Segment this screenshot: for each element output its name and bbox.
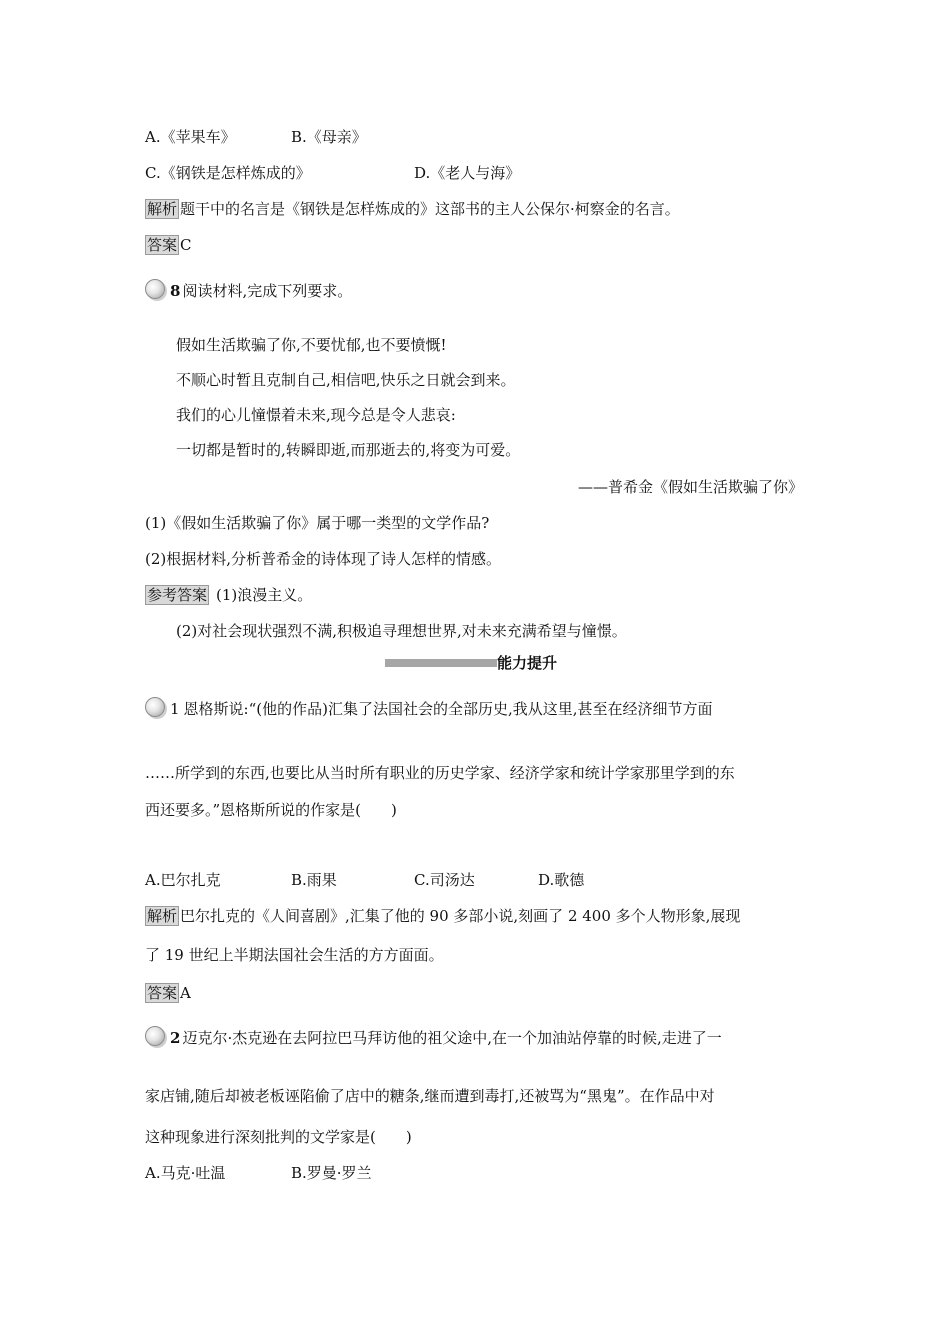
p1-analysis <box>145 906 740 926</box>
p1-analysis-line-2: 了 19 世纪上半期法国社会生活的方方面面。 <box>145 946 444 964</box>
q7-option-a: A.《苹果车》 <box>145 128 236 146</box>
q8-sub-question-1: (1)《假如生活欺骗了你》属于哪一类型的文学作品? <box>145 514 490 532</box>
answer-tag: 答案 <box>147 236 178 254</box>
reference-answer-1: (1)浪漫主义。 <box>216 586 313 604</box>
poem-source: ——普希金《假如生活欺骗了你》 <box>577 478 803 496</box>
analysis-tag: 解析 <box>147 907 178 925</box>
p1-line-1 <box>145 697 713 719</box>
q8-sub-question-2: (2)根据材料,分析普希金的诗体现了诗人怎样的情感。 <box>145 550 502 568</box>
analysis-text: 题干中的名言是《钢铁是怎样炼成的》这部书的主人公保尔·柯察金的名言。 <box>180 200 680 218</box>
poem-line: 我们的心儿憧憬着未来,现今总是令人悲哀: <box>176 406 456 424</box>
q7-analysis <box>145 199 680 219</box>
question-text: 阅读材料,完成下列要求。 <box>182 282 353 300</box>
question-number: 8 <box>170 282 181 300</box>
p2-option-b: B.罗曼·罗兰 <box>291 1164 372 1182</box>
question-bullet-icon <box>145 697 165 717</box>
q7-option-b: B.《母亲》 <box>291 128 367 146</box>
p1-option-a: A.巴尔扎克 <box>145 871 221 889</box>
question-bullet-icon <box>145 1026 165 1046</box>
q7-option-d: D.《老人与海》 <box>414 164 521 182</box>
q8-reference-answer <box>145 585 312 605</box>
section-heading-bar <box>385 659 497 667</box>
poem-line: 一切都是暂时的,转瞬即逝,而那逝去的,将变为可爱。 <box>176 441 521 459</box>
q7-answer <box>145 235 192 255</box>
answer-text: A <box>180 984 191 1002</box>
poem-line: 假如生活欺骗了你,不要忧郁,也不要愤慨! <box>176 336 447 354</box>
analysis-text: 巴尔扎克的《人间喜剧》,汇集了他的 90 多部小说,刻画了 2 400 多个人物形象,展现 <box>180 907 741 925</box>
q7-option-c: C.《钢铁是怎样炼成的》 <box>145 164 311 182</box>
question-number: 2 <box>170 1029 181 1047</box>
p1-option-d: D.歌德 <box>538 871 585 889</box>
question-number: 1 <box>170 700 180 718</box>
answer-tag: 答案 <box>147 984 178 1002</box>
poem-line: 不顺心时暂且克制自己,相信吧,快乐之日就会到来。 <box>176 371 516 389</box>
question-bullet-icon <box>145 279 165 299</box>
p1-line-2: ……所学到的东西,也要比从当时所有职业的历史学家、经济学家和统计学家那里学到的东 <box>145 764 735 782</box>
p2-line-1 <box>145 1026 722 1048</box>
question-text: 恩格斯说:“(他的作品)汇集了法国社会的全部历史,我从这里,甚至在经济细节方面 <box>183 700 713 718</box>
p2-option-a: A.马克·吐温 <box>145 1164 226 1182</box>
q8-prompt <box>145 279 352 301</box>
p1-line-3: 西还要多。”恩格斯所说的作家是( ) <box>145 801 397 819</box>
p1-answer <box>145 983 191 1003</box>
answer-text: C <box>180 236 192 254</box>
p1-option-b: B.雨果 <box>291 871 337 889</box>
p2-line-3: 这种现象进行深刻批判的文学家是( ) <box>145 1128 412 1146</box>
analysis-tag: 解析 <box>147 200 178 218</box>
reference-answer-tag: 参考答案 <box>147 586 208 604</box>
p1-option-c: C.司汤达 <box>414 871 475 889</box>
section-title: 能力提升 <box>497 654 558 672</box>
p2-line-2: 家店铺,随后却被老板诬陷偷了店中的糖条,继而遭到毒打,还被骂为“黑鬼”。在作品中对 <box>145 1087 715 1105</box>
reference-answer-2: (2)对社会现状强烈不满,积极追寻理想世界,对未来充满希望与憧憬。 <box>176 622 627 640</box>
question-text: 迈克尔·杰克逊在去阿拉巴马拜访他的祖父途中,在一个加油站停靠的时候,走进了一 <box>182 1029 722 1047</box>
